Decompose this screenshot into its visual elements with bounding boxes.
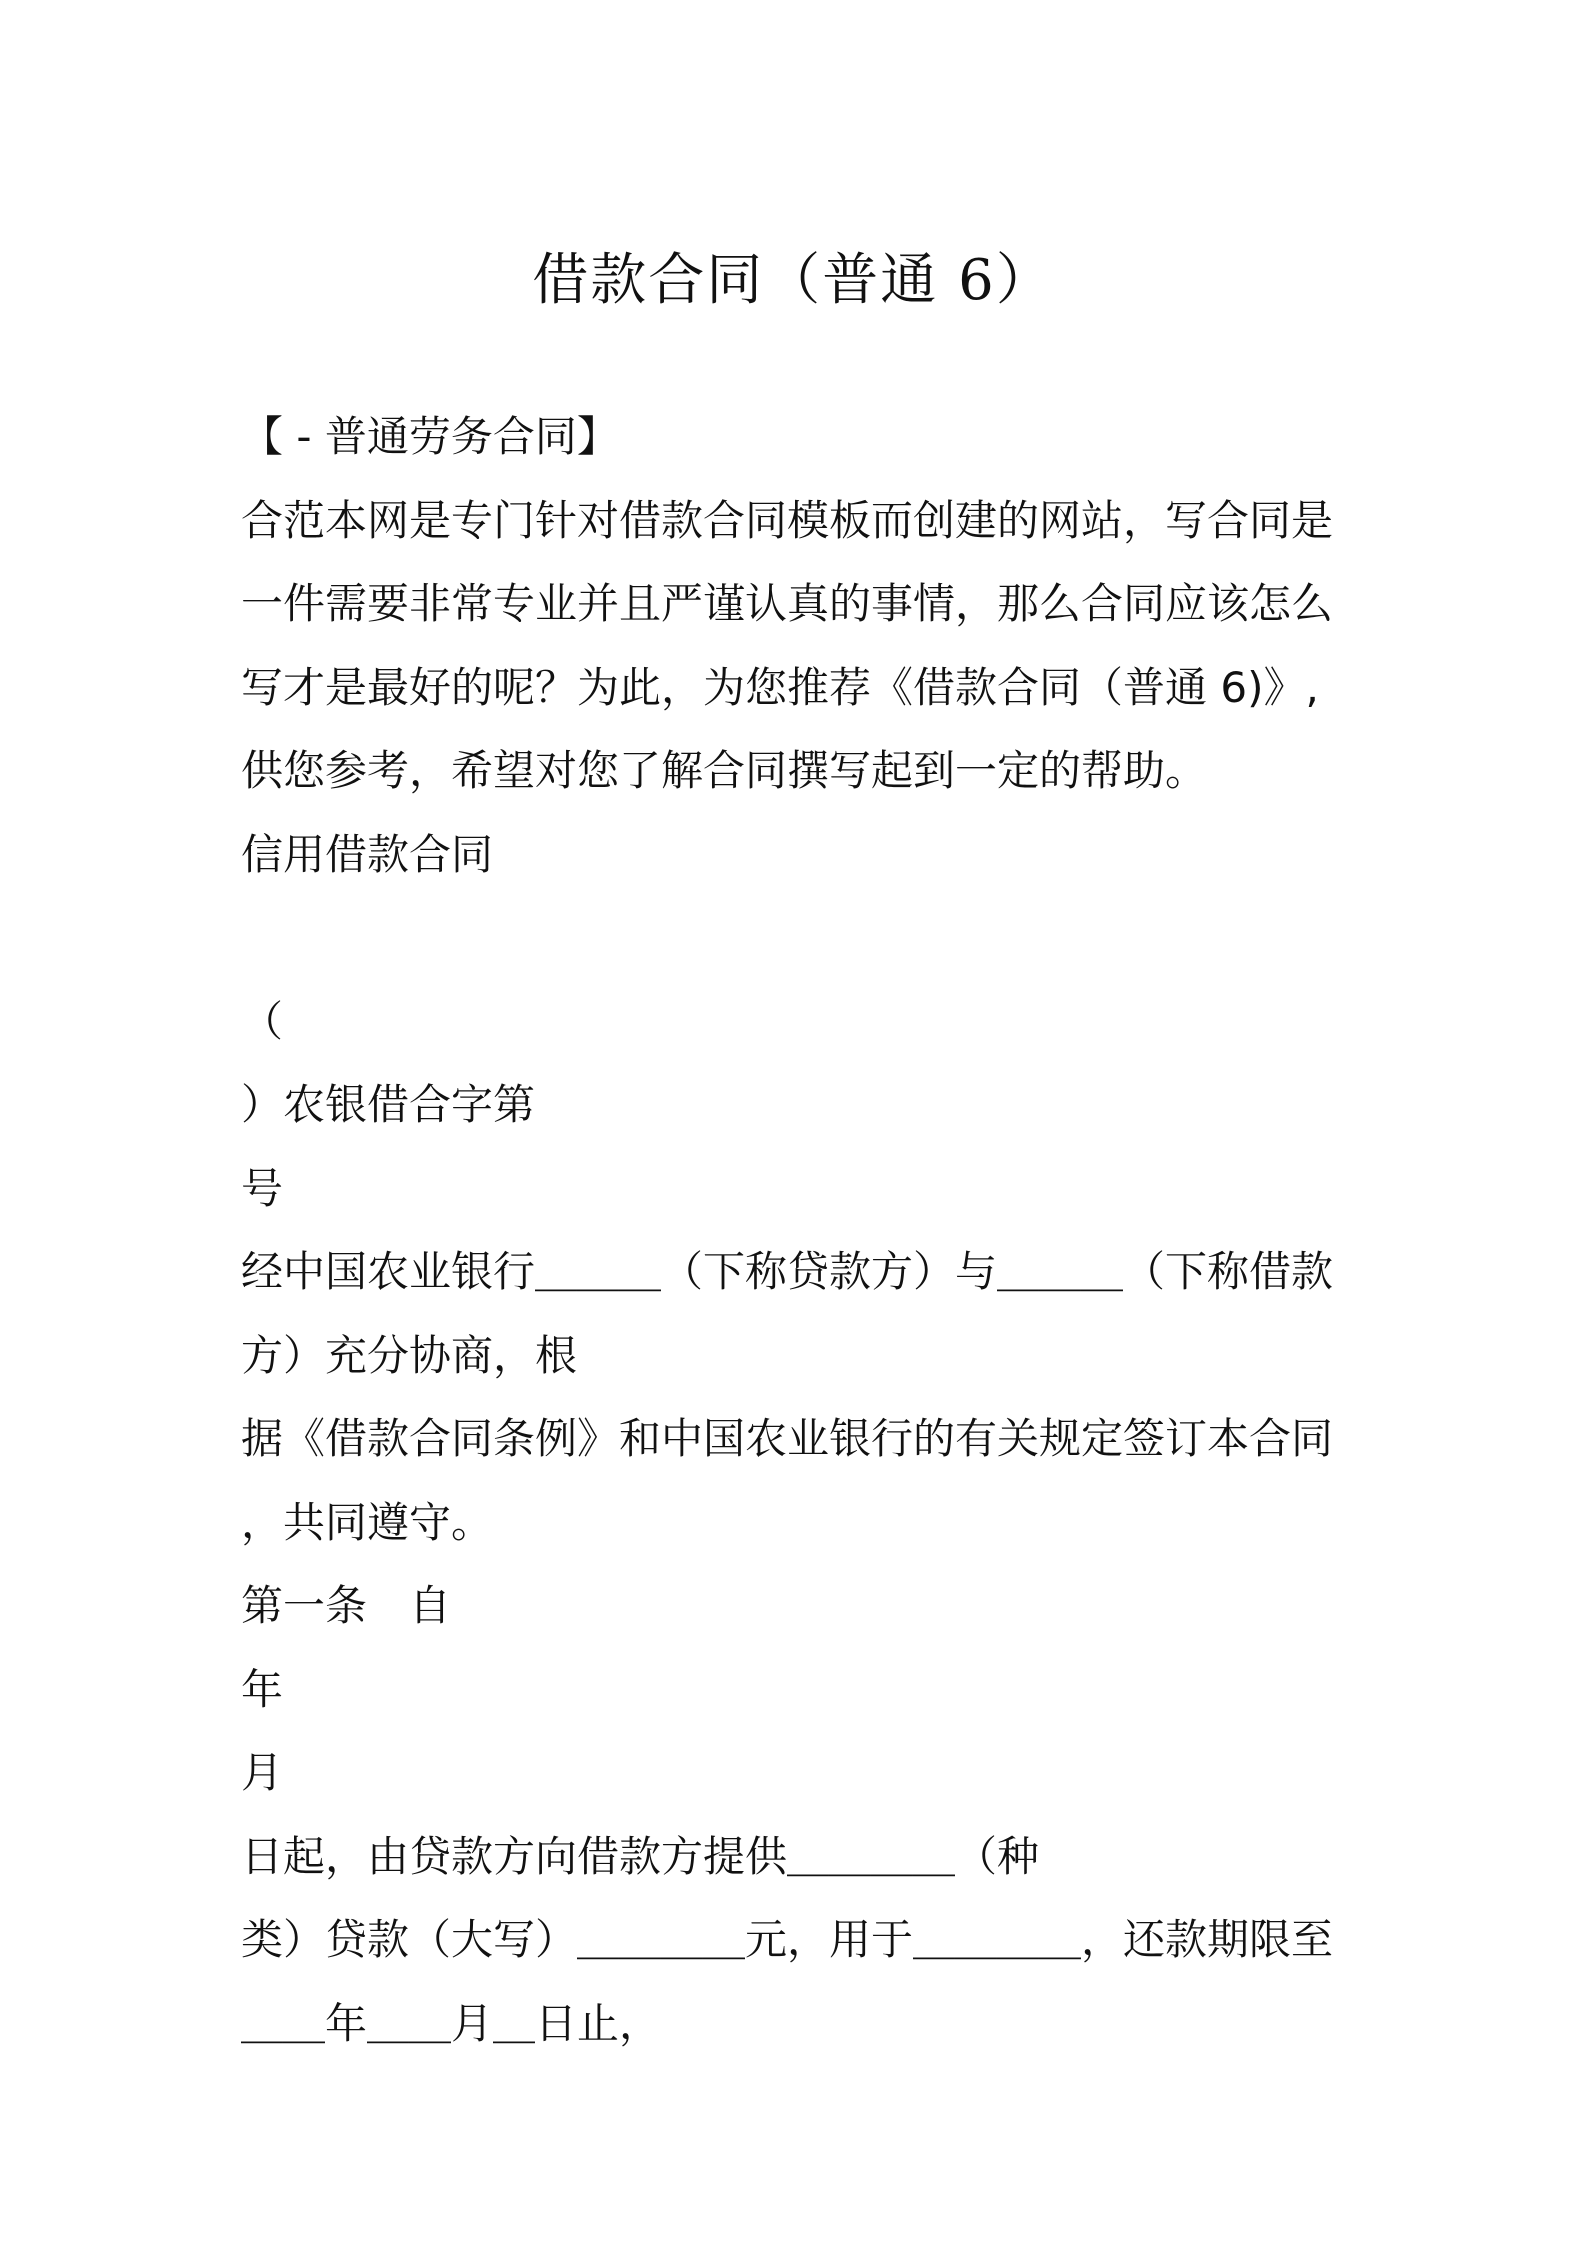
article-one-line: 类）贷款（大写）＿＿＿＿元，用于＿＿＿＿，还款期限至 (241, 1915, 1334, 1964)
intro-paragraph-line: 合范本网是专门针对借款合同模板而创建的网站，写合同是 (241, 495, 1334, 545)
document-subtitle: 【 - 普通劳务合同】 (241, 412, 619, 461)
contract-heading: 信用借款合同 (241, 829, 494, 879)
contract-number-line: （ (241, 996, 284, 1046)
intro-paragraph-line: 一件需要非常专业并且严谨认真的事情，那么合同应该怎么 (241, 579, 1334, 628)
article-one-line: 年 (241, 1664, 284, 1714)
intro-paragraph-line: 供您参考，希望对您了解合同撰写起到一定的帮助。 (241, 746, 1208, 795)
document-title: 借款合同（普通 6） (532, 248, 1054, 313)
article-one-line: 第一条 自 (241, 1581, 452, 1630)
article-one-line: 月 (241, 1748, 284, 1797)
contract-clause-line: 经中国农业银行＿＿＿（下称贷款方）与＿＿＿（下称借款 (241, 1247, 1334, 1296)
contract-clause-line: 据《借款合同条例》和中国农业银行的有关规定签订本合同 (241, 1414, 1334, 1463)
contract-number-line: ）农银借合字第 (241, 1080, 536, 1129)
blank-line (241, 896, 1361, 980)
article-one-line: ＿＿年＿＿月＿日止， (241, 1998, 662, 2048)
contract-clause-line: 方）充分协商，根 (241, 1330, 578, 1380)
contract-number-line: 号 (241, 1163, 284, 1213)
intro-paragraph-line: 写才是最好的呢？为此，为您推荐《借款合同（普通 6)》, (241, 662, 1319, 712)
document-body (241, 395, 1361, 2065)
contract-clause-line: ，共同遵守。 (241, 1497, 494, 1547)
article-one-line: 日起，由贷款方向借款方提供＿＿＿＿（种 (241, 1831, 1040, 1881)
